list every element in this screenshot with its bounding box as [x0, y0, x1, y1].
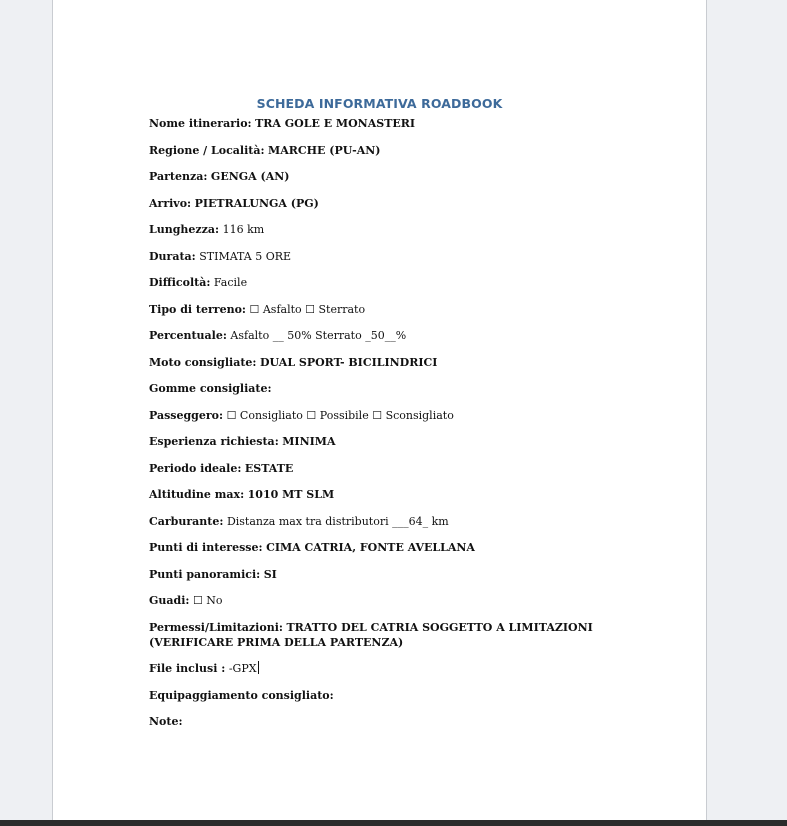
field-value: CIMA CATRIA, FONTE AVELLANA	[266, 541, 475, 554]
field-label: Arrivo:	[149, 196, 192, 210]
field-durata	[149, 249, 619, 264]
field-label: Punti panoramici:	[149, 567, 261, 581]
field-percentuale	[149, 328, 619, 343]
field-file-inclusi	[149, 661, 619, 676]
field-value: Asfalto __ 50% Sterrato _50__%	[230, 329, 407, 342]
field-label: Nome itinerario:	[149, 117, 252, 130]
field-label: Permessi/Limitazioni:	[149, 620, 283, 634]
field-periodo-ideale	[149, 461, 619, 476]
field-label: Durata:	[149, 249, 196, 263]
field-label: Gomme consigliate:	[149, 382, 272, 395]
field-label: Esperienza richiesta:	[149, 435, 279, 448]
taskbar-strip	[0, 820, 787, 826]
document-title: SCHEDA INFORMATIVA ROADBOOK	[256, 96, 503, 111]
field-value: MARCHE (PU-AN)	[268, 143, 381, 157]
field-passeggero	[149, 408, 619, 423]
field-label: Lunghezza:	[149, 223, 220, 236]
field-value: MINIMA	[282, 435, 336, 448]
field-label: Equipaggiamento consigliato:	[149, 688, 334, 702]
field-note	[149, 714, 619, 729]
field-value: SI	[263, 567, 277, 581]
field-value: -GPX	[228, 662, 257, 675]
field-guadi	[149, 593, 619, 608]
field-difficolta	[149, 275, 619, 290]
field-value: TRATTO DEL CATRIA SOGGETTO A LIMITAZIONI (VERIFICARE PRIMA DELLA PARTENZA)	[149, 620, 593, 649]
field-label: Difficoltà:	[149, 276, 211, 289]
field-arrivo	[149, 196, 619, 211]
field-value: Facile	[213, 276, 248, 289]
field-regione	[149, 143, 619, 158]
field-value: PIETRALUNGA (PG)	[194, 196, 319, 210]
field-altitudine	[149, 487, 619, 502]
field-value: ☐ No	[192, 594, 223, 607]
field-label: Percentuale:	[149, 329, 227, 342]
document-page[interactable]	[52, 0, 707, 820]
field-partenza	[149, 169, 619, 184]
field-gomme-consigliate	[149, 381, 619, 396]
document-body[interactable]	[149, 116, 619, 741]
field-value: DUAL SPORT- BICILINDRICI	[259, 355, 438, 369]
field-label: Altitudine max:	[149, 488, 245, 501]
field-value: ☐ Consigliato ☐ Possibile ☐ Sconsigliato	[226, 408, 454, 422]
field-lunghezza	[149, 222, 619, 237]
field-value: Distanza max tra distributori ___64_ km	[226, 514, 449, 528]
field-tipo-terreno	[149, 302, 619, 317]
field-value: TRA GOLE E MONASTERI	[255, 117, 416, 130]
field-label: Periodo ideale:	[149, 461, 242, 475]
field-punti-panoramici	[149, 567, 619, 582]
field-label: Guadi:	[149, 594, 190, 607]
field-nome-itinerario	[149, 116, 619, 131]
field-label: Tipo di terreno:	[149, 302, 246, 316]
field-value: 116 km	[222, 223, 265, 236]
field-value: GENGA (AN)	[210, 170, 290, 183]
field-value: ESTATE	[244, 461, 294, 475]
field-punti-interesse	[149, 540, 619, 555]
field-label: Passeggero:	[149, 408, 224, 422]
field-carburante	[149, 514, 619, 529]
field-equipaggiamento	[149, 688, 619, 703]
field-label: File inclusi :	[149, 662, 226, 675]
field-label: Partenza:	[149, 170, 208, 183]
field-label: Regione / Località:	[149, 143, 265, 157]
field-value: STIMATA 5 ORE	[199, 249, 292, 263]
field-moto-consigliate	[149, 355, 619, 370]
field-value: 1010 MT SLM	[247, 488, 335, 501]
field-permessi	[149, 620, 619, 650]
text-cursor	[258, 661, 259, 674]
field-label: Note:	[149, 715, 183, 728]
field-value: ☐ Asfalto ☐ Sterrato	[249, 302, 366, 316]
field-esperienza	[149, 434, 619, 449]
field-label: Carburante:	[149, 514, 224, 528]
field-label: Moto consigliate:	[149, 355, 257, 369]
field-label: Punti di interesse:	[149, 541, 263, 554]
